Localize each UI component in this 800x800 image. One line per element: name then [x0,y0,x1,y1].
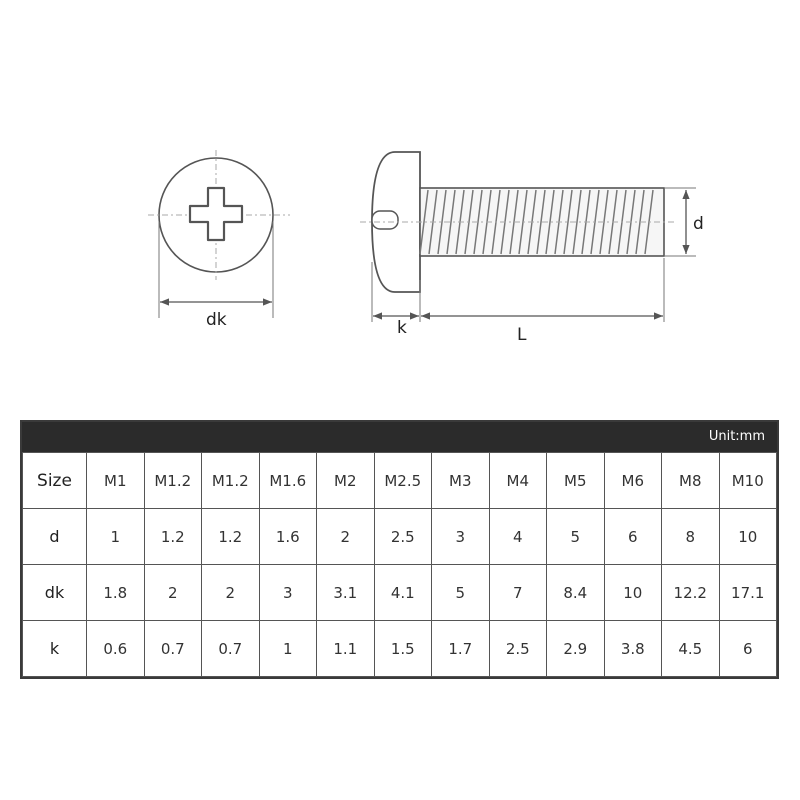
table-cell: 2.5 [489,621,547,677]
table-cell: 17.1 [719,565,777,621]
table-cell: M1.2 [202,453,260,509]
table-cell: 2 [202,565,260,621]
table-cell: M10 [719,453,777,509]
table-cell: M1.6 [259,453,317,509]
table-cell: 7 [489,565,547,621]
table-cell: M1.2 [144,453,202,509]
table-cell: 1.1 [317,621,375,677]
table-cell: 0.7 [144,621,202,677]
unit-label: Unit:mm [708,429,765,444]
table-cell: 6 [719,621,777,677]
table-cell: M6 [604,453,662,509]
spec-table-body [23,453,777,677]
pan-head-screw-side-view-icon [360,152,676,292]
table-row [23,621,777,677]
table-cell: M8 [662,453,720,509]
table-cell: 3 [432,509,490,565]
table-row [23,509,777,565]
table-cell: 1.5 [374,621,432,677]
slot-recess-icon [372,211,398,229]
table-cell: M2 [317,453,375,509]
table-cell: 10 [604,565,662,621]
table-cell: 1.2 [202,509,260,565]
row-label: d [23,509,87,565]
table-cell: 3 [259,565,317,621]
table-row [23,453,777,509]
table-cell: M5 [547,453,605,509]
row-label: Size [23,453,87,509]
row-label: dk [23,565,87,621]
table-cell: 4.1 [374,565,432,621]
table-cell: 1.2 [144,509,202,565]
table-cell: 0.6 [87,621,145,677]
table-cell: M4 [489,453,547,509]
table-cell: 10 [719,509,777,565]
table-cell: 5 [547,509,605,565]
L-label: L [517,325,527,345]
table-cell: 2.5 [374,509,432,565]
table-cell: 1.8 [87,565,145,621]
table-cell: M3 [432,453,490,509]
table-cell: 8.4 [547,565,605,621]
unit-header-bar [22,422,777,452]
table-cell: 3.1 [317,565,375,621]
table-cell: M1 [87,453,145,509]
spec-table [20,420,779,679]
table-cell: 4 [489,509,547,565]
table-cell: 8 [662,509,720,565]
table-cell: 4.5 [662,621,720,677]
phillips-pan-head-top-view-icon [148,150,290,280]
table-cell: M2.5 [374,453,432,509]
table-cell: 2 [317,509,375,565]
d-label: d [693,214,704,234]
table-row [23,565,777,621]
spec-table-grid [22,452,777,677]
table-cell: 2 [144,565,202,621]
table-cell: 1 [87,509,145,565]
L-dimension [421,258,664,345]
table-cell: 2.9 [547,621,605,677]
table-cell: 3.8 [604,621,662,677]
dk-label: dk [206,310,227,330]
table-cell: 1.7 [432,621,490,677]
table-cell: 1.6 [259,509,317,565]
table-cell: 0.7 [202,621,260,677]
table-cell: 6 [604,509,662,565]
k-label: k [397,318,407,338]
table-cell: 5 [432,565,490,621]
table-cell: 1 [259,621,317,677]
table-cell: 12.2 [662,565,720,621]
row-label: k [23,621,87,677]
